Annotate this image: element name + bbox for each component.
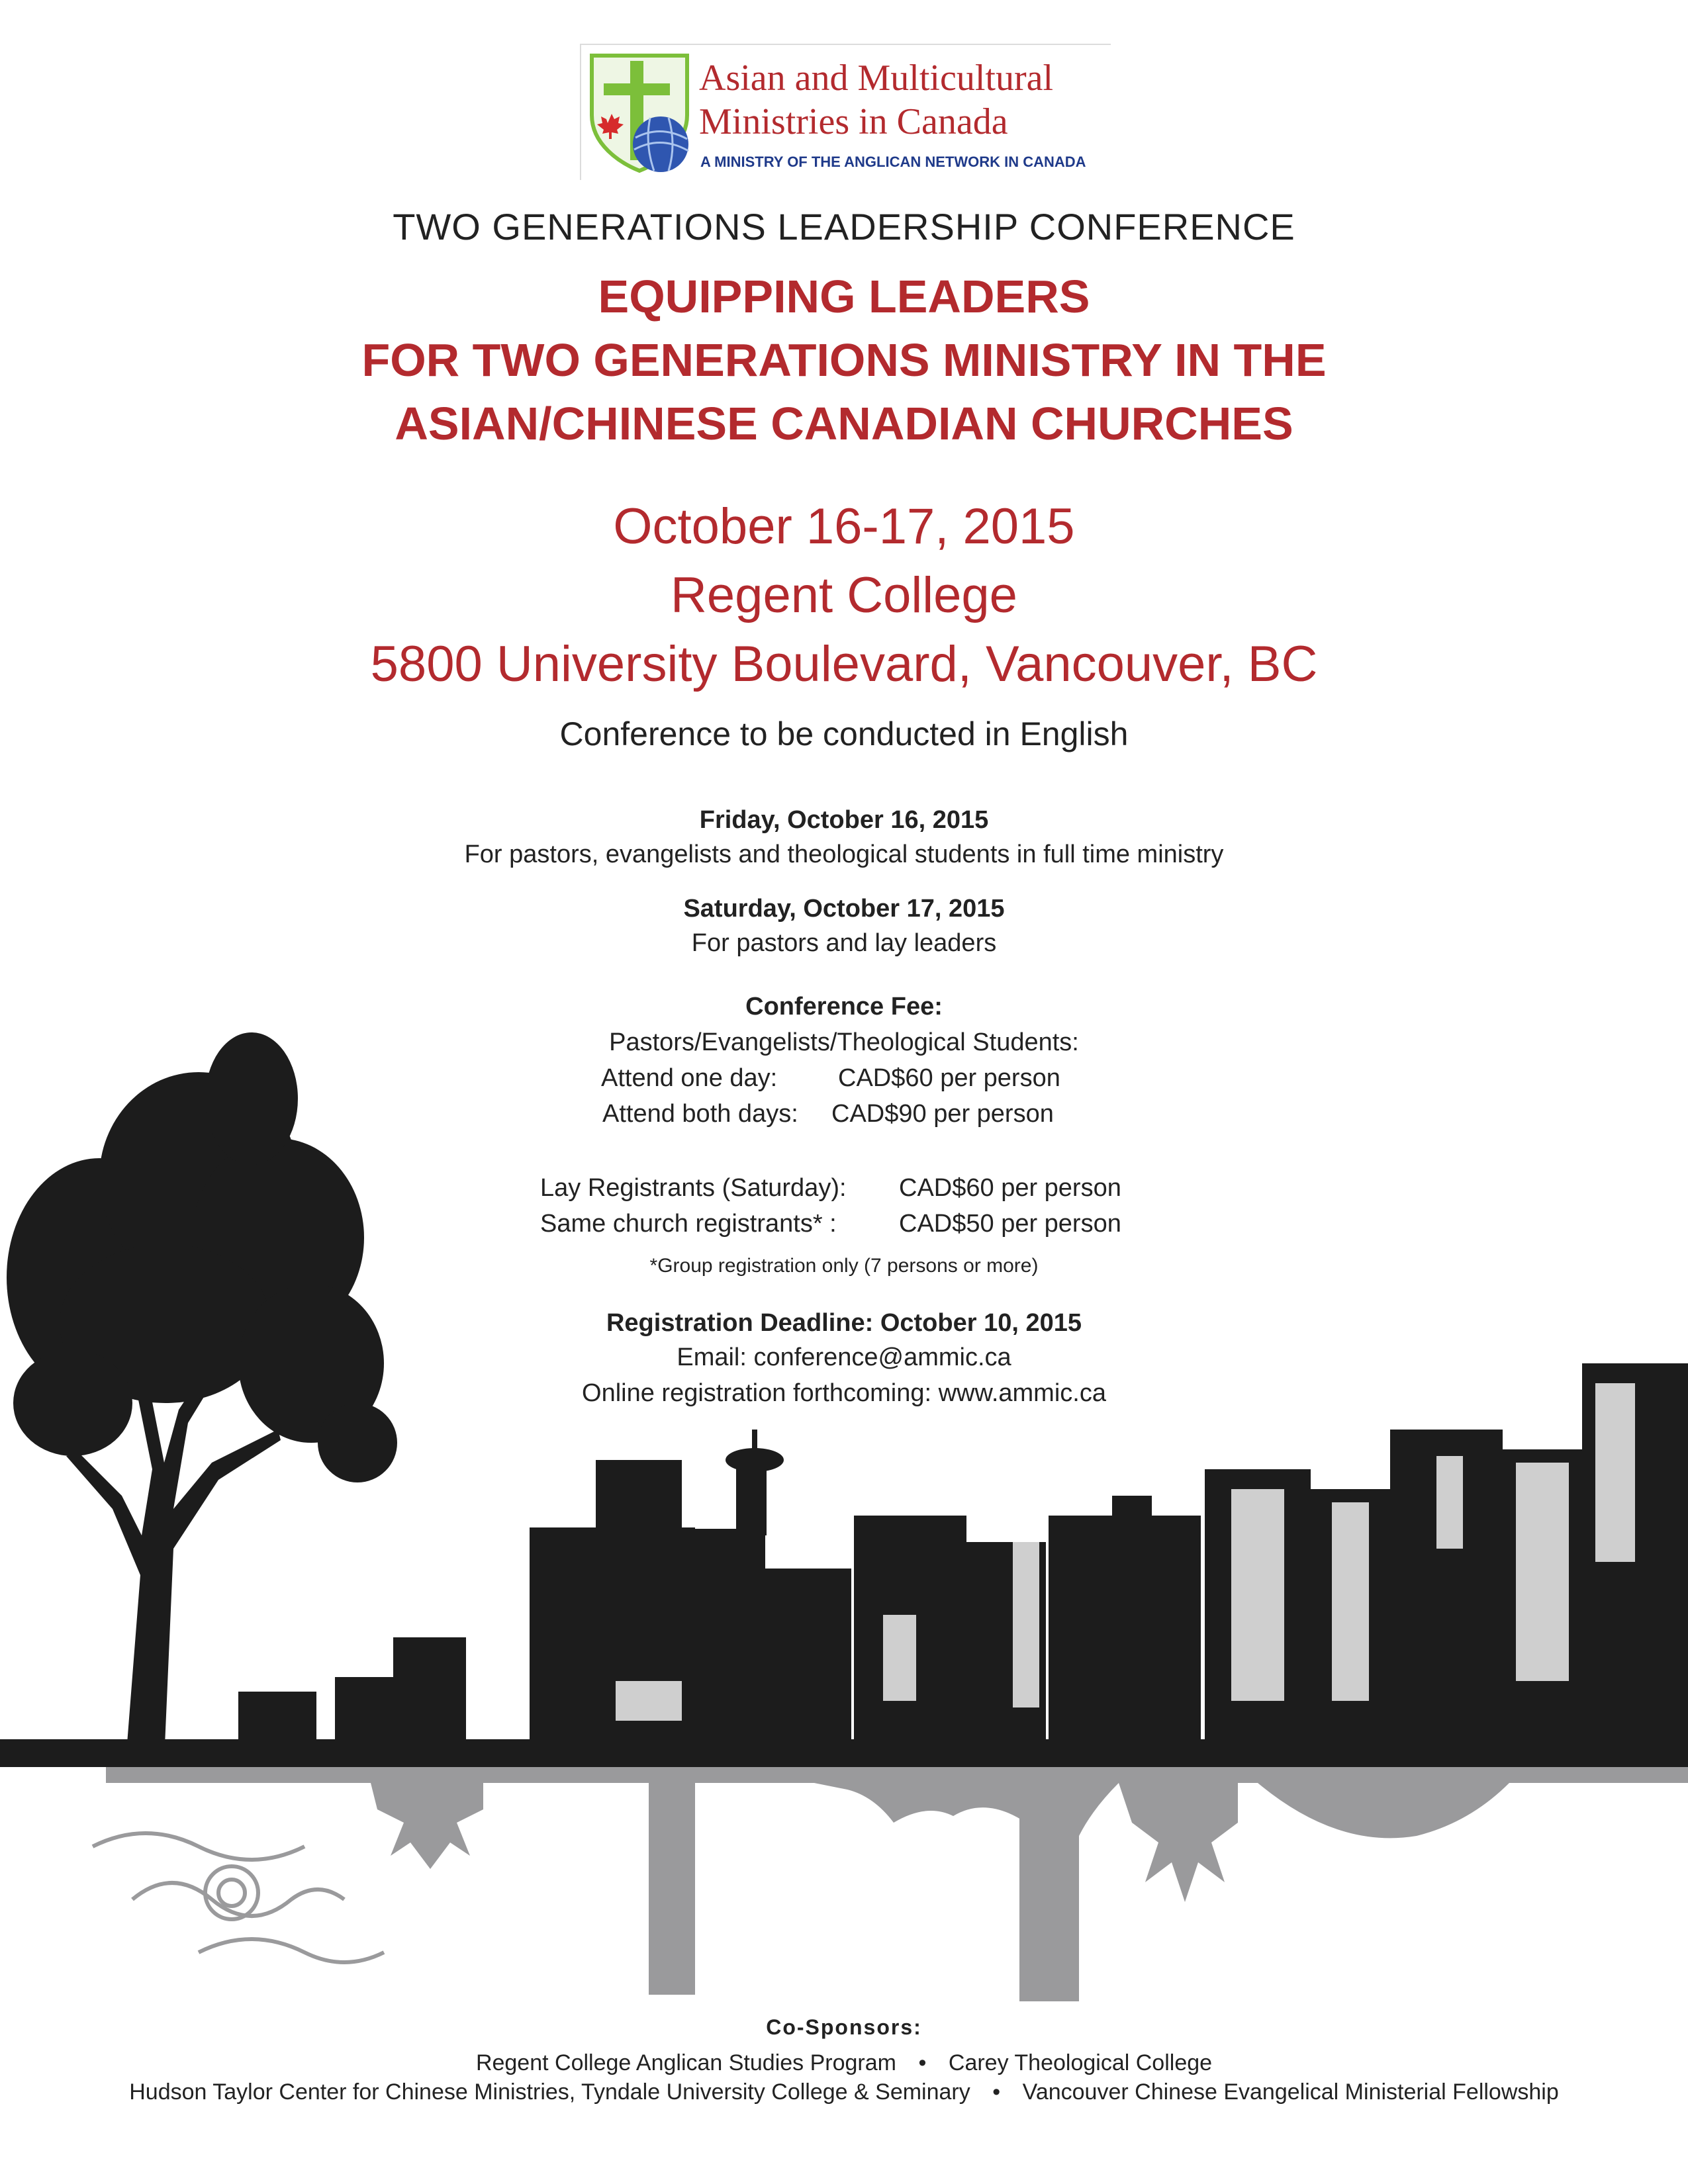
conference-date: October 16-17, 2015 <box>613 498 1075 555</box>
sponsors-line2 <box>0 2079 1688 2105</box>
sponsors-heading: Co-Sponsors: <box>766 2015 922 2039</box>
cloud-swirls <box>93 1833 384 1962</box>
both-days-price: CAD$90 per person <box>831 1100 1054 1128</box>
skyline-reflection <box>106 1767 1688 2001</box>
sponsor-hudson-taylor: Hudson Taylor Center for Chinese Ministries, Tyndale University College & Seminary <box>129 2079 970 2105</box>
friday-date: Friday, October 16, 2015 <box>699 806 989 834</box>
organization-logo <box>580 44 1111 180</box>
tree-silhouette <box>7 1032 397 1760</box>
one-day-price: CAD$60 per person <box>838 1064 1060 1092</box>
sponsor-separator: • <box>992 2079 1001 2105</box>
sponsor-carey: Carey Theological College <box>948 2050 1213 2075</box>
headline-line2: FOR TWO GENERATIONS MINISTRY IN THE <box>361 334 1327 386</box>
same-church-label: Same church registrants* : <box>540 1210 837 1238</box>
cross-maple-globe-shield-icon <box>586 52 692 173</box>
lay-label: Lay Registrants (Saturday): <box>540 1174 847 1202</box>
sponsors-line1 <box>0 2050 1688 2076</box>
conference-address: 5800 University Boulevard, Vancouver, BC <box>370 636 1318 692</box>
saturday-audience: For pastors and lay leaders <box>691 929 997 957</box>
fee-group-label: Pastors/Evangelists/Theological Students: <box>609 1028 1079 1056</box>
sponsor-vcemf: Vancouver Chinese Evangelical Ministerial Fellowship <box>1022 2079 1559 2105</box>
organization-name-line2: Ministries in Canada <box>699 101 1008 142</box>
saturday-date: Saturday, October 17, 2015 <box>683 895 1005 923</box>
vancouver-skyline-illustration <box>0 1019 1688 2005</box>
group-note: *Group registration only (7 persons or more) <box>649 1255 1039 1277</box>
registration-deadline: Registration Deadline: October 10, 2015 <box>606 1309 1082 1337</box>
same-church-price: CAD$50 per person <box>899 1210 1121 1238</box>
sponsor-regent: Regent College Anglican Studies Program <box>475 2050 896 2075</box>
organization-name-line1: Asian and Multicultural <box>699 58 1054 99</box>
headline-line1: EQUIPPING LEADERS <box>598 271 1090 322</box>
both-days-label: Attend both days: <box>602 1100 798 1128</box>
friday-audience: For pastors, evangelists and theological students in full time ministry <box>464 841 1224 868</box>
conference-name: TWO GENERATIONS LEADERSHIP CONFERENCE <box>393 206 1295 248</box>
one-day-label: Attend one day: <box>601 1064 778 1092</box>
sponsor-separator: • <box>918 2050 927 2075</box>
registration-email: Email: conference@ammic.ca <box>677 1343 1011 1371</box>
registration-online: Online registration forthcoming: www.ammic.ca <box>582 1379 1106 1407</box>
lay-price: CAD$60 per person <box>899 1174 1121 1202</box>
city-skyline <box>0 1363 1688 1767</box>
fee-heading: Conference Fee: <box>745 993 943 1021</box>
organization-tagline: A MINISTRY OF THE ANGLICAN NETWORK IN CANADA <box>700 154 1086 170</box>
conference-language: Conference to be conducted in English <box>559 715 1129 752</box>
conference-venue: Regent College <box>671 567 1017 623</box>
headline-line3: ASIAN/CHINESE CANADIAN CHURCHES <box>395 398 1293 449</box>
